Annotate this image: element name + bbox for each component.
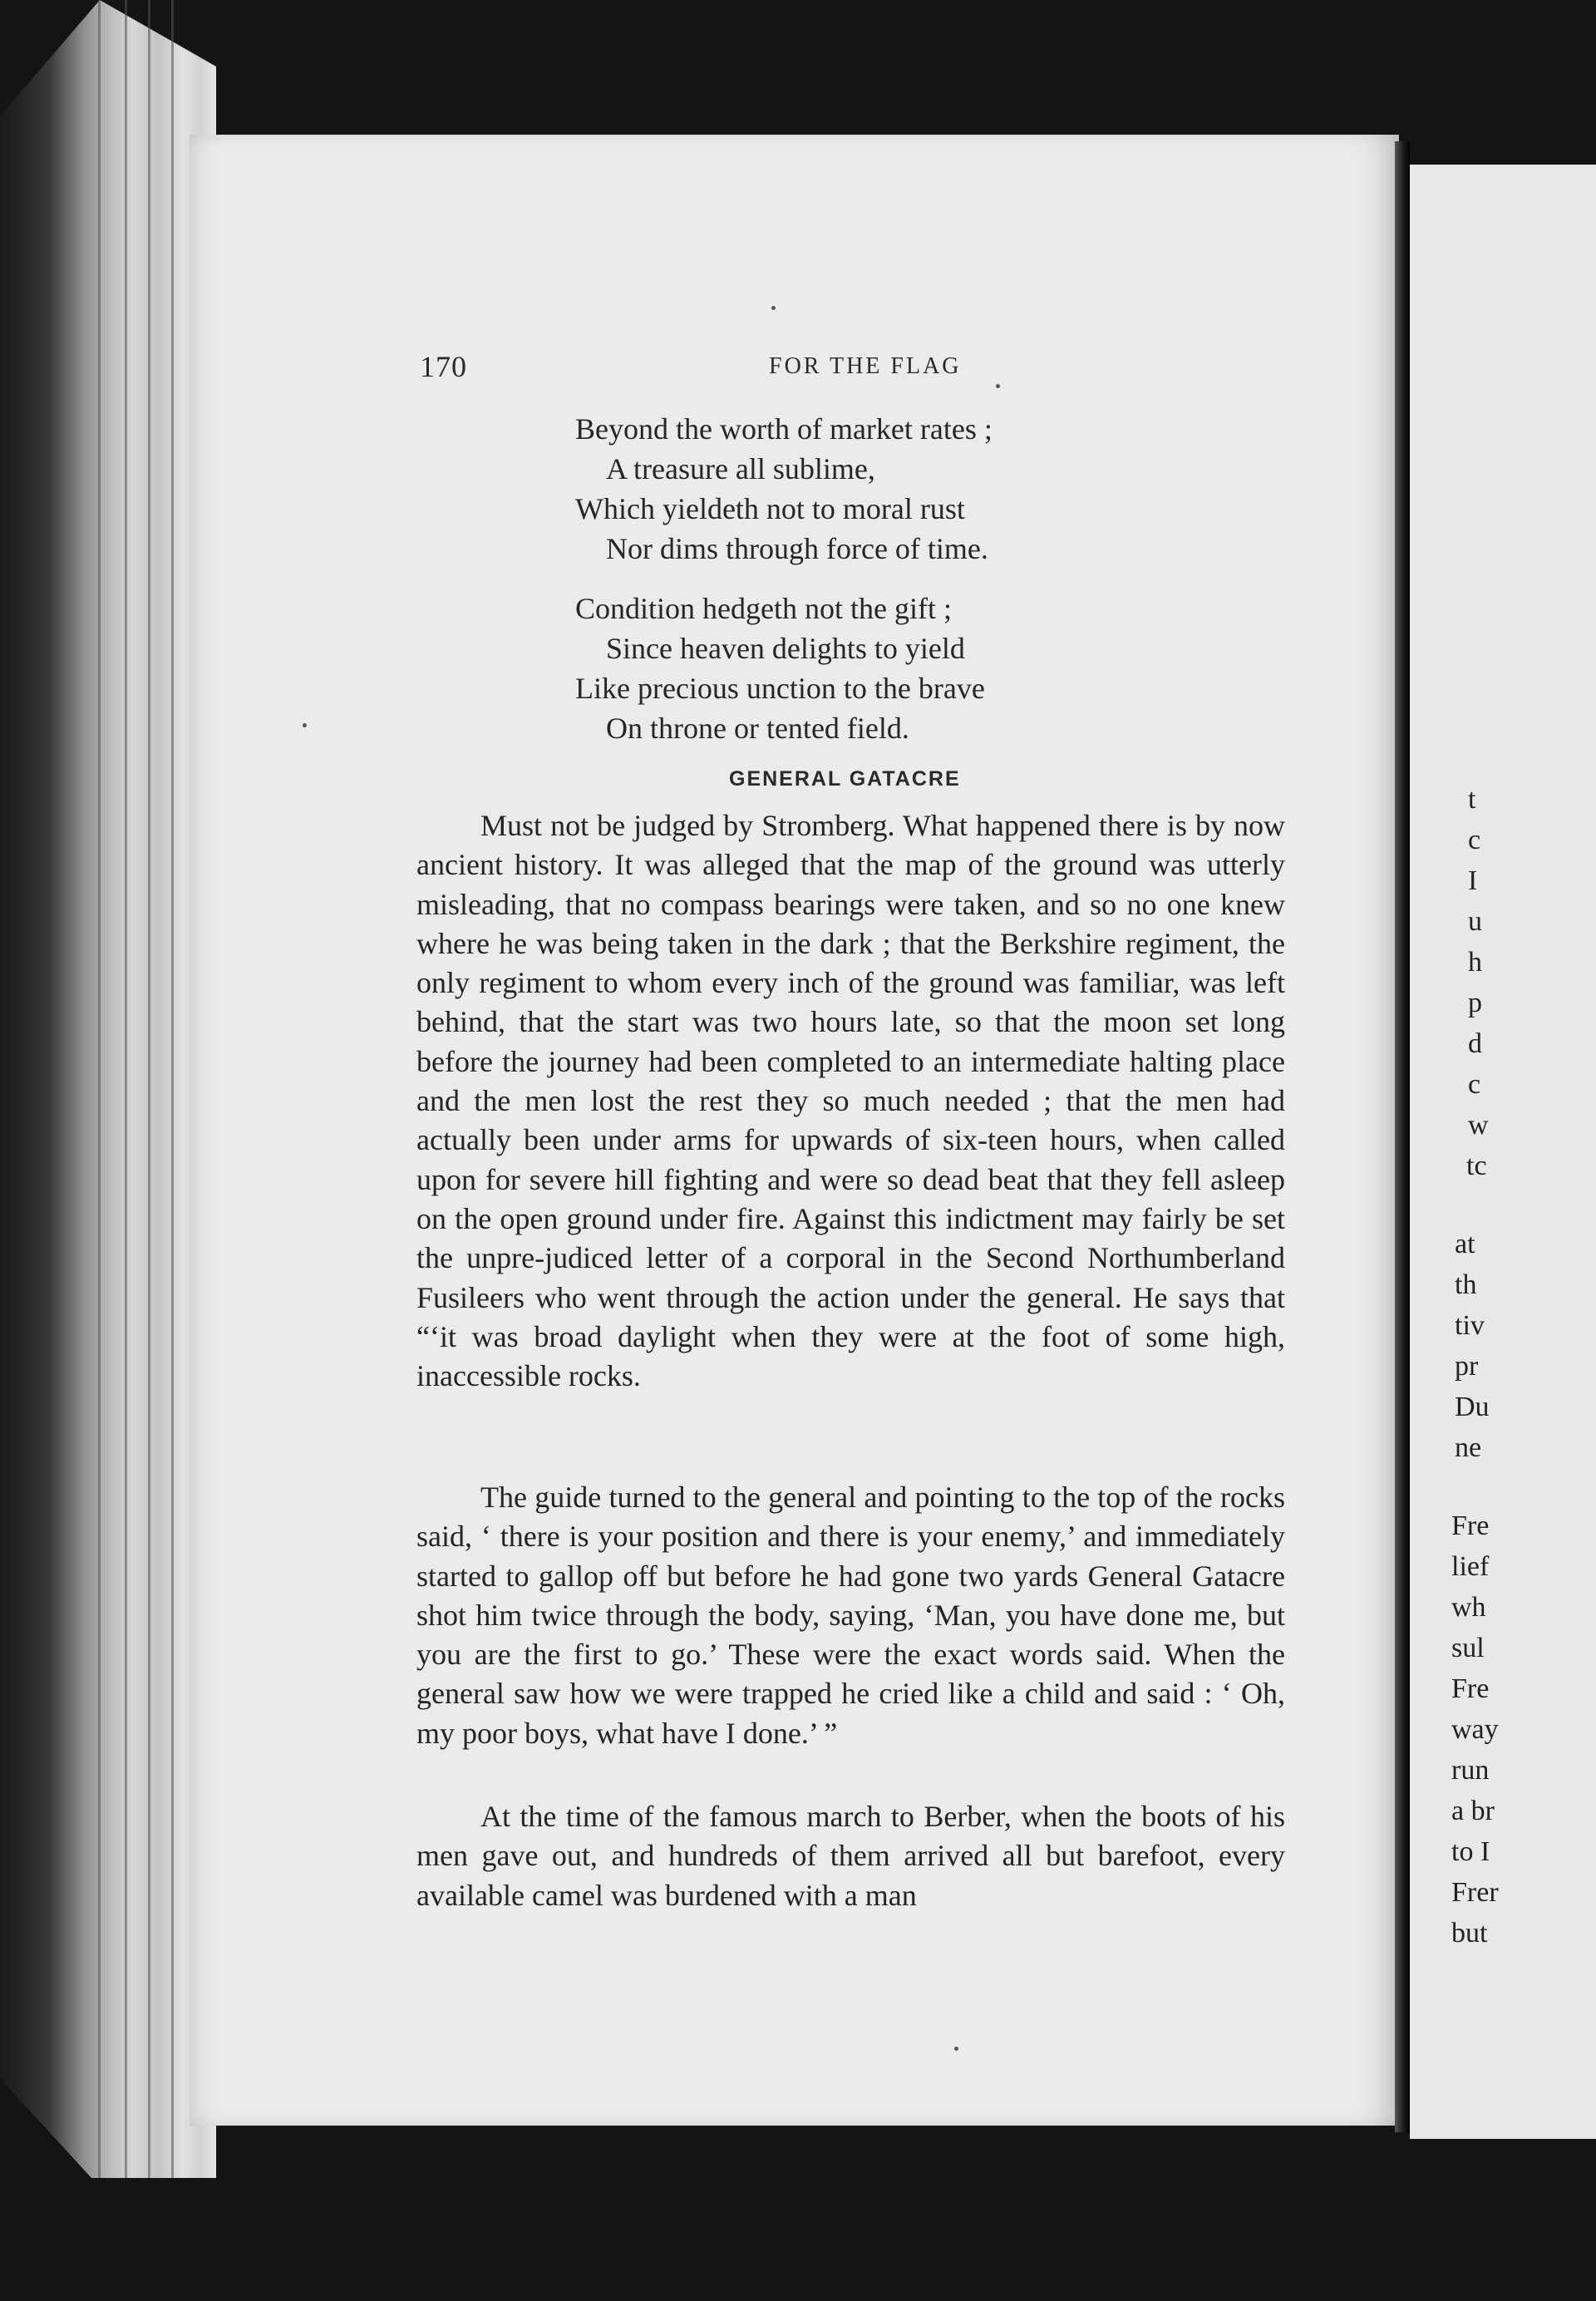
right-page-fragment: to I (1451, 1836, 1490, 1867)
right-page-fragment: but (1451, 1918, 1488, 1949)
verse-line: Like precious unction to the brave (575, 672, 985, 705)
book-page-edges (0, 0, 216, 2301)
right-page-fragment: a br (1451, 1796, 1495, 1826)
right-page-fragment: I (1468, 865, 1478, 896)
paper-speck (771, 306, 776, 310)
book-gutter (1395, 141, 1410, 2132)
running-title: FOR THE FLAG (769, 353, 962, 379)
page-number: 170 (420, 350, 467, 383)
right-page-fragment: tiv (1455, 1310, 1485, 1341)
right-page-fragment: c (1468, 825, 1481, 855)
verse-line: Beyond the worth of market rates ; (575, 412, 993, 446)
right-page-fragment: u (1468, 906, 1482, 937)
right-page-fragment: h (1468, 947, 1482, 978)
right-page-fragment: lief (1451, 1551, 1490, 1582)
verse-line: Nor dims through force of time. (606, 532, 988, 565)
page-edge-line (125, 0, 127, 2178)
verse-line: Condition hedgeth not the gift ; (575, 592, 952, 625)
page-edge-line (171, 0, 174, 2178)
body-paragraph (416, 1797, 1285, 1915)
right-page-fragment: Du (1455, 1392, 1490, 1422)
right-page-fragment: th (1455, 1269, 1477, 1300)
page-edge-line (98, 0, 101, 2178)
paper-speck (954, 2047, 958, 2051)
verse-stanza (575, 589, 985, 748)
paragraph-text: The guide turned to the general and pointing to the top of the rocks said, ‘ there is your position and there is your enemy,’ and immediately started to gallop off but before he had gone two yards General Gatacre shot him twice through the body, saying, ‘Man, you have done me, but you are the first to go.’ These were the exact words said. When the general saw how we were trapped he cried like a child and said : ‘ Oh, my poor boys, what have I done.’ ” (416, 1481, 1285, 1750)
verse-line: Which yieldeth not to moral rust (575, 492, 965, 525)
page-header (420, 349, 1284, 391)
verse-line: On throne or tented field. (606, 712, 909, 745)
right-page-fragment: c (1468, 1069, 1481, 1100)
right-page-fragment: way (1451, 1714, 1499, 1745)
right-page-fragment: pr (1455, 1351, 1479, 1382)
right-page-fragment: Fre (1451, 1673, 1490, 1704)
verse-line: Since heaven delights to yield (606, 632, 965, 665)
paper-speck (996, 384, 1000, 388)
right-page-fragment: wh (1451, 1592, 1486, 1623)
paper-speck (303, 723, 307, 727)
right-page-fragment: sul (1451, 1633, 1485, 1663)
right-page-fragment: tc (1466, 1150, 1487, 1181)
right-page-fragment: t (1468, 784, 1476, 815)
paragraph-text: At the time of the famous march to Berber, when the boots of his men gave out, and hundreds of them arrived all but barefoot, every available camel was burdened with a man (416, 1800, 1285, 1912)
right-page-fragment: at (1455, 1229, 1475, 1259)
verse-line: A treasure all sublime, (606, 452, 875, 485)
right-page-fragment: p (1468, 988, 1482, 1018)
page-edge-line (148, 0, 150, 2178)
paragraph-text: Must not be judged by Stromberg. What happened there is by now ancient history. It was alleged that the map of the ground was utterly misleading, that no compass bearings were taken, and so no one knew where he was being taken in the dark ; that the Berkshire regiment, the only regiment to whom every inch of the ground was familiar, was left behind, that the start was two hours late, so that the moon set long before the journey had been completed to an intermediate halting place and the men lost the rest they so much needed ; that the men had actually been under arms for upwards of six-teen hours, when called upon for severe hill fighting and were so dead beat that they fell asleep on the open ground under fire. Against this indictment may fairly be set the unpre-judiced letter of a corporal in the Second Northumberland Fusileers who went through the action under the general. He says that “‘it was broad daylight when they were at the foot of some high, inaccessible rocks. (416, 809, 1285, 1393)
right-page-fragment: d (1468, 1028, 1482, 1059)
right-page-fragment: Fre (1451, 1510, 1490, 1541)
body-paragraph (416, 1478, 1285, 1753)
right-page (1410, 165, 1596, 2139)
section-heading: GENERAL GATACRE (729, 767, 961, 791)
right-page-fragment: run (1451, 1755, 1490, 1786)
body-paragraph (416, 806, 1285, 1396)
verse-stanza (575, 409, 993, 569)
right-page-fragment: ne (1455, 1432, 1482, 1463)
right-page-fragment: w (1468, 1110, 1489, 1141)
right-page-fragment: Frer (1451, 1877, 1499, 1908)
